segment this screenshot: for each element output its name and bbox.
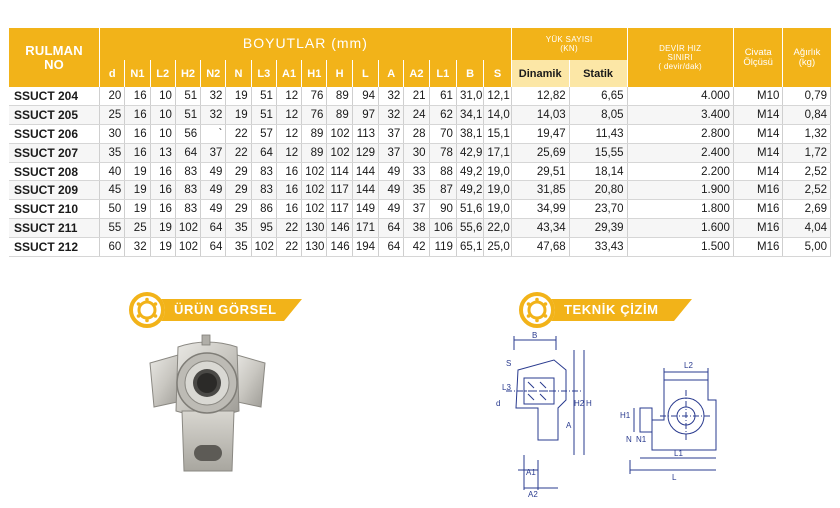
dimension-cell: 51,6 — [456, 200, 483, 219]
dimension-cell: 16 — [125, 125, 150, 144]
dimension-cell: 19,0 — [484, 162, 511, 181]
dimension-cell: 113 — [352, 125, 378, 144]
dimension-cell: 49,2 — [456, 181, 483, 200]
bearing-code-cell: SSUCT 206 — [9, 125, 100, 144]
dimension-cell: 64 — [251, 143, 276, 162]
dimension-cell: 49 — [379, 200, 404, 219]
label-l2: L2 — [684, 361, 693, 370]
bearing-code-cell: SSUCT 209 — [9, 181, 100, 200]
bearing-code-cell: SSUCT 205 — [9, 106, 100, 125]
dinamik-cell: 47,68 — [511, 237, 569, 256]
statik-cell: 29,39 — [569, 219, 627, 238]
label-n1: N1 — [636, 435, 647, 444]
dimension-cell: 29 — [226, 162, 251, 181]
dimension-column-header: B — [456, 60, 483, 87]
label-b: B — [532, 331, 538, 340]
dimension-cell: 102 — [251, 237, 276, 256]
dimension-cell: 70 — [429, 125, 456, 144]
dimension-cell: 57 — [251, 125, 276, 144]
label-a2: A2 — [528, 490, 538, 499]
dinamik-cell: 19,47 — [511, 125, 569, 144]
teknik-cizim-title: TEKNİK ÇİZİM — [564, 302, 659, 317]
dimension-cell: 65,1 — [456, 237, 483, 256]
dimension-cell: 149 — [352, 200, 378, 219]
dimension-cell: 12 — [276, 125, 301, 144]
civata-header — [733, 28, 783, 87]
dimension-cell: 21 — [404, 87, 429, 106]
devir-cell: 3.400 — [627, 106, 733, 125]
dimension-cell: 32 — [201, 87, 226, 106]
teknik-cizim-banner — [518, 291, 718, 329]
dinamik-cell: 12,82 — [511, 87, 569, 106]
statik-column-header: Statik — [569, 60, 627, 87]
statik-cell: 6,65 — [569, 87, 627, 106]
dimension-cell: 119 — [429, 237, 456, 256]
dimension-cell: 56 — [175, 125, 200, 144]
dimension-cell: 32 — [125, 237, 150, 256]
dimension-column-header: L3 — [251, 60, 276, 87]
agirlik-header — [783, 28, 831, 87]
dimension-cell: 19 — [125, 162, 150, 181]
dimension-cell: 55 — [100, 219, 125, 238]
dimension-cell: 51 — [251, 106, 276, 125]
dimension-cell: 15,1 — [484, 125, 511, 144]
dimension-cell: 16 — [276, 181, 301, 200]
devir-cell: 1.800 — [627, 200, 733, 219]
label-s: S — [506, 359, 512, 368]
devir-header — [627, 28, 733, 87]
dimension-cell: 42,9 — [456, 143, 483, 162]
dimension-cell: 76 — [302, 87, 327, 106]
dimension-cell: 35 — [226, 219, 251, 238]
dimension-cell: 90 — [429, 200, 456, 219]
urun-gorsel-title: ÜRÜN GÖRSEL — [174, 302, 277, 317]
bearing-code-cell: SSUCT 204 — [9, 87, 100, 106]
statik-cell: 15,55 — [569, 143, 627, 162]
table-row — [9, 143, 831, 162]
rulman-no-header — [9, 28, 100, 87]
dimension-cell: 144 — [352, 162, 378, 181]
rulman-no-label: RULMAN NO — [25, 42, 83, 72]
dimension-cell: 117 — [327, 181, 352, 200]
devir-unit: ( devir/dak) — [658, 62, 703, 71]
dimension-cell: 102 — [302, 162, 327, 181]
dimension-column-header: H1 — [302, 60, 327, 87]
dimension-cell: 194 — [352, 237, 378, 256]
dimension-column-header: A1 — [276, 60, 301, 87]
dimension-cell: 102 — [327, 125, 352, 144]
dimension-column-header: N2 — [201, 60, 226, 87]
dimension-cell: 40 — [100, 162, 125, 181]
agirlik-cell: 5,00 — [783, 237, 831, 256]
dimension-cell: 19 — [150, 237, 175, 256]
dimension-cell: 16 — [150, 200, 175, 219]
dimension-cell: 129 — [352, 143, 378, 162]
dimension-cell: 64 — [379, 237, 404, 256]
dimension-cell: 12 — [276, 143, 301, 162]
dimension-cell: 49 — [201, 181, 226, 200]
dimension-cell: 16 — [125, 143, 150, 162]
dimension-cell: 49 — [379, 162, 404, 181]
bearing-code-cell: SSUCT 207 — [9, 143, 100, 162]
dimension-cell: 30 — [100, 125, 125, 144]
dimension-cell: 83 — [175, 181, 200, 200]
dimension-cell: 32 — [201, 106, 226, 125]
civata-cell: M10 — [733, 87, 783, 106]
dinamik-cell: 25,69 — [511, 143, 569, 162]
devir-cell: 2.200 — [627, 162, 733, 181]
dimension-cell: 10 — [150, 87, 175, 106]
dimension-cell: 37 — [404, 200, 429, 219]
agirlik-cell: 2,52 — [783, 162, 831, 181]
statik-cell: 8,05 — [569, 106, 627, 125]
dimension-cell: 117 — [327, 200, 352, 219]
dimension-cell: 32 — [379, 87, 404, 106]
civata-cell: M14 — [733, 125, 783, 144]
table-row — [9, 87, 831, 106]
civata-cell: M16 — [733, 181, 783, 200]
boyutlar-header — [100, 28, 512, 60]
dimension-cell: 102 — [302, 200, 327, 219]
statik-cell: 33,43 — [569, 237, 627, 256]
dimension-column-header: A — [379, 60, 404, 87]
agirlik-cell: 1,72 — [783, 143, 831, 162]
dinamik-cell: 31,85 — [511, 181, 569, 200]
label-h1: H1 — [620, 411, 631, 420]
dimension-cell: 88 — [429, 162, 456, 181]
dimension-cell: 83 — [175, 162, 200, 181]
table-row — [9, 125, 831, 144]
dimension-cell: 50 — [100, 200, 125, 219]
dimension-cell: 49 — [201, 162, 226, 181]
dimension-cell: 16 — [276, 162, 301, 181]
dimension-cell: 35 — [404, 181, 429, 200]
agirlik-cell: 1,32 — [783, 125, 831, 144]
devir-cell: 1.600 — [627, 219, 733, 238]
dimension-cell: 102 — [302, 181, 327, 200]
dimension-cell: 28 — [404, 125, 429, 144]
dimension-cell: 22 — [276, 219, 301, 238]
dimension-cell: 78 — [429, 143, 456, 162]
dimension-cell: 49,2 — [456, 162, 483, 181]
table-row — [9, 106, 831, 125]
dimension-cell: 102 — [327, 143, 352, 162]
dimension-column-header: d — [100, 60, 125, 87]
agirlik-cell: 2,69 — [783, 200, 831, 219]
dimension-cell: 17,1 — [484, 143, 511, 162]
dimension-cell: 35 — [100, 143, 125, 162]
dimension-cell: 62 — [429, 106, 456, 125]
dimension-cell: 25,0 — [484, 237, 511, 256]
devir-cell: 4.000 — [627, 87, 733, 106]
dimension-cell: 64 — [379, 219, 404, 238]
dimension-cell: 19 — [226, 87, 251, 106]
dimension-cell: 19 — [226, 106, 251, 125]
label-d: d — [496, 399, 501, 408]
dimension-cell: 45 — [100, 181, 125, 200]
bearing-code-cell: SSUCT 211 — [9, 219, 100, 238]
devir-cell: 1.500 — [627, 237, 733, 256]
dimension-cell: 31,0 — [456, 87, 483, 106]
yuk-sayisi-unit: (KN) — [560, 44, 578, 53]
bearing-icon — [128, 291, 166, 329]
dimension-cell: 130 — [302, 237, 327, 256]
dimension-cell: 25 — [100, 106, 125, 125]
dimension-cell: 130 — [302, 219, 327, 238]
dimension-column-header: H2 — [175, 60, 200, 87]
dinamik-cell: 29,51 — [511, 162, 569, 181]
dimension-cell: 25 — [125, 219, 150, 238]
dimension-cell: 86 — [251, 200, 276, 219]
dimension-cell: 12 — [276, 87, 301, 106]
dimension-cell: 97 — [352, 106, 378, 125]
dimension-cell: 19 — [125, 181, 150, 200]
dinamik-cell: 43,34 — [511, 219, 569, 238]
dimension-cell: 102 — [175, 237, 200, 256]
dimension-cell: 106 — [429, 219, 456, 238]
table-row — [9, 237, 831, 256]
table-row — [9, 200, 831, 219]
civata-label: Civata Ölçüsü — [743, 46, 773, 68]
dimension-cell: 49 — [379, 181, 404, 200]
dimension-cell: 34,1 — [456, 106, 483, 125]
dimension-cell: 83 — [175, 200, 200, 219]
dimension-column-header: N — [226, 60, 251, 87]
label-l: L — [672, 473, 677, 482]
dimension-column-header: H — [327, 60, 352, 87]
spec-table — [9, 28, 831, 257]
civata-cell: M14 — [733, 106, 783, 125]
dimension-cell: 49 — [201, 200, 226, 219]
dimension-cell: 16 — [276, 200, 301, 219]
statik-cell: 11,43 — [569, 125, 627, 144]
dimension-cell: 114 — [327, 162, 352, 181]
dimension-cell: 51 — [175, 87, 200, 106]
yuk-sayisi-header — [511, 28, 627, 60]
dimension-cell: 146 — [327, 237, 352, 256]
agirlik-cell: 0,84 — [783, 106, 831, 125]
dimension-cell: 89 — [302, 125, 327, 144]
dimension-column-header: L — [352, 60, 378, 87]
yuk-sayisi-label: YÜK SAYISI — [545, 35, 593, 44]
dimension-column-header: N1 — [125, 60, 150, 87]
technical-drawing-side — [494, 330, 609, 500]
boyutlar-label: BOYUTLAR (mm) — [242, 35, 368, 51]
dimension-cell: 89 — [327, 106, 352, 125]
bearing-code-cell: SSUCT 208 — [9, 162, 100, 181]
dimension-cell: 83 — [251, 162, 276, 181]
dimension-cell: 144 — [352, 181, 378, 200]
dinamik-cell: 14,03 — [511, 106, 569, 125]
dimension-cell: 19 — [125, 200, 150, 219]
bearing-code-cell: SSUCT 212 — [9, 237, 100, 256]
devir-cell: 1.900 — [627, 181, 733, 200]
dimension-cell: 32 — [379, 106, 404, 125]
dimension-cell: 171 — [352, 219, 378, 238]
dimension-cell: 102 — [175, 219, 200, 238]
dimension-cell: 76 — [302, 106, 327, 125]
devir-cell: 2.800 — [627, 125, 733, 144]
dimension-cell: 22 — [276, 237, 301, 256]
dinamik-cell: 34,99 — [511, 200, 569, 219]
dimension-cell: 22,0 — [484, 219, 511, 238]
dimension-cell: 146 — [327, 219, 352, 238]
dimension-cell: 12 — [276, 106, 301, 125]
dimension-cell: 33 — [404, 162, 429, 181]
dimension-cell: 35 — [226, 237, 251, 256]
dimension-cell: 38,1 — [456, 125, 483, 144]
dimension-cell: 19,0 — [484, 181, 511, 200]
dimension-cell: 83 — [251, 181, 276, 200]
dimension-cell: 95 — [251, 219, 276, 238]
dimension-cell: 16 — [125, 87, 150, 106]
civata-cell: M16 — [733, 200, 783, 219]
dimension-cell: 22 — [226, 143, 251, 162]
dimension-cell: 16 — [125, 106, 150, 125]
dimension-column-header: A2 — [404, 60, 429, 87]
dimension-cell: 64 — [175, 143, 200, 162]
dimension-cell: 22 — [226, 125, 251, 144]
dimension-cell: 24 — [404, 106, 429, 125]
dimension-cell: 30 — [404, 143, 429, 162]
urun-gorsel-banner — [128, 291, 328, 329]
dimension-cell: 64 — [201, 219, 226, 238]
civata-cell: M16 — [733, 237, 783, 256]
statik-cell: 23,70 — [569, 200, 627, 219]
table-row — [9, 162, 831, 181]
label-h: H — [586, 399, 592, 408]
dimension-cell: 19 — [150, 219, 175, 238]
dimension-cell: 38 — [404, 219, 429, 238]
label-l1: L1 — [674, 449, 683, 458]
dimension-cell: 13 — [150, 143, 175, 162]
agirlik-cell: 4,04 — [783, 219, 831, 238]
technical-drawing-front — [612, 360, 734, 485]
label-h2: H2 — [574, 399, 585, 408]
statik-cell: 18,14 — [569, 162, 627, 181]
dinamik-column-header: Dinamik — [511, 60, 569, 87]
dimension-cell: 37 — [379, 125, 404, 144]
dimension-cell: 29 — [226, 181, 251, 200]
dimension-cell: 60 — [100, 237, 125, 256]
dimension-cell: 19,0 — [484, 200, 511, 219]
devir-cell: 2.400 — [627, 143, 733, 162]
dimension-cell: 89 — [327, 87, 352, 106]
dimension-column-header: L1 — [429, 60, 456, 87]
label-n: N — [626, 435, 632, 444]
agirlik-cell: 0,79 — [783, 87, 831, 106]
table-row — [9, 219, 831, 238]
statik-cell: 20,80 — [569, 181, 627, 200]
dimension-cell: 10 — [150, 125, 175, 144]
dimension-cell: 16 — [150, 162, 175, 181]
dimension-cell: 14,0 — [484, 106, 511, 125]
devir-label: DEVİR HIZ SINIRI — [659, 44, 702, 62]
spec-body — [9, 87, 831, 256]
dimension-cell: ` — [201, 125, 226, 144]
label-a: A — [566, 421, 572, 430]
dimension-cell: 94 — [352, 87, 378, 106]
label-l3: L3 — [502, 383, 511, 392]
dimension-cell: 29 — [226, 200, 251, 219]
agirlik-label: Ağırlık (kg) — [793, 46, 821, 68]
bearing-code-cell: SSUCT 210 — [9, 200, 100, 219]
label-a1: A1 — [526, 468, 536, 477]
dimension-cell: 61 — [429, 87, 456, 106]
civata-cell: M14 — [733, 162, 783, 181]
dimension-cell: 10 — [150, 106, 175, 125]
dimension-column-header: S — [484, 60, 511, 87]
dimension-cell: 20 — [100, 87, 125, 106]
dimension-cell: 51 — [175, 106, 200, 125]
dimension-cell: 42 — [404, 237, 429, 256]
dimension-cell: 37 — [379, 143, 404, 162]
civata-cell: M14 — [733, 143, 783, 162]
dimension-cell: 16 — [150, 181, 175, 200]
product-image — [140, 333, 275, 478]
agirlik-cell: 2,52 — [783, 181, 831, 200]
dimension-cell: 37 — [201, 143, 226, 162]
dimension-cell: 89 — [302, 143, 327, 162]
dimension-cell: 12,1 — [484, 87, 511, 106]
table-row — [9, 181, 831, 200]
dimension-column-header: L2 — [150, 60, 175, 87]
civata-cell: M16 — [733, 219, 783, 238]
dimension-cell: 87 — [429, 181, 456, 200]
dimension-cell: 55,6 — [456, 219, 483, 238]
dimension-cell: 64 — [201, 237, 226, 256]
dimension-cell: 51 — [251, 87, 276, 106]
bearing-icon — [518, 291, 556, 329]
